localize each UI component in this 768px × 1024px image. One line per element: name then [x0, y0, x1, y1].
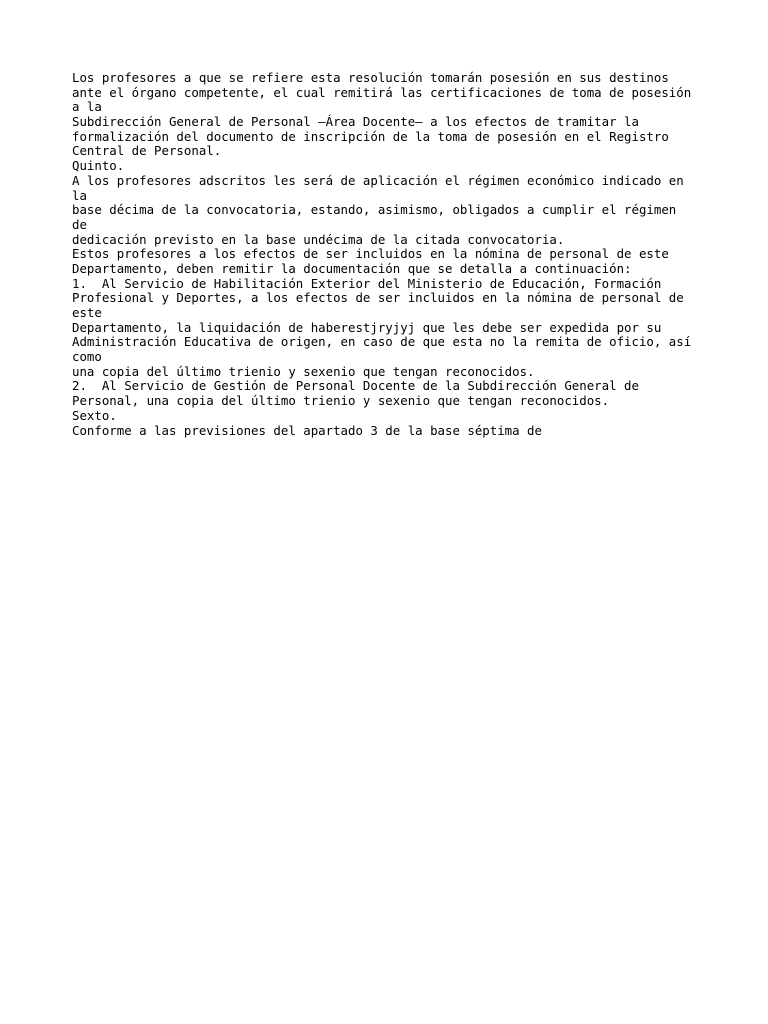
text-line: de [72, 216, 87, 232]
text-line: Departamento, la liquidación de haberestjryjyj que les debe ser expedida por su [72, 319, 662, 335]
text-line: la [72, 187, 87, 203]
text-line: como [72, 349, 102, 365]
text-line: base décima de la convocatoria, estando, asimismo, obligados a cumplir el régimen [72, 202, 677, 218]
list-item: 1. Al Servicio de Habilitación Exterior del Ministerio de Educación, Formación [72, 275, 662, 291]
text-line: formalización del documento de inscripción de la toma de posesión en el Registro [72, 128, 669, 144]
text-line: Conforme a las previsiones del apartado 3 de la base séptima de [72, 422, 542, 438]
section-heading: Quinto. [72, 158, 125, 174]
text-line: Estos profesores a los efectos de ser incluidos en la nómina de personal de este [72, 246, 669, 262]
text-line: una copia del último trienio y sexenio que tengan reconocidos. [72, 363, 535, 379]
section-heading: Sexto. [72, 407, 117, 423]
text-line: Departamento, deben remitir la documentación que se detalla a continuación: [72, 260, 632, 276]
text-line: a la [72, 99, 102, 115]
text-line: dedicación previsto en la base undécima de la citada convocatoria. [72, 231, 565, 247]
text-line: Personal, una copia del último trienio y sexenio que tengan reconocidos. [72, 393, 610, 409]
text-line: A los profesores adscritos les será de aplicación el régimen económico indicado en [72, 172, 684, 188]
text-line: Central de Personal. [72, 143, 222, 159]
text-line: Administración Educativa de origen, en caso de que esta no la remita de oficio, así [72, 334, 692, 350]
text-line: Profesional y Deportes, a los efectos de ser incluidos en la nómina de personal de [72, 290, 684, 306]
text-line: este [72, 305, 102, 320]
text-line: Los profesores a que se refiere esta resolución tomarán posesión en sus destinos [72, 70, 669, 85]
text-line: ante el órgano competente, el cual remitirá las certificaciones de toma de posesión [72, 84, 692, 100]
document-body [72, 71, 752, 438]
text-line: Subdirección General de Personal –Área Docente– a los efectos de tramitar la [72, 114, 639, 130]
list-item: 2. Al Servicio de Gestión de Personal Docente de la Subdirección General de [72, 378, 639, 394]
